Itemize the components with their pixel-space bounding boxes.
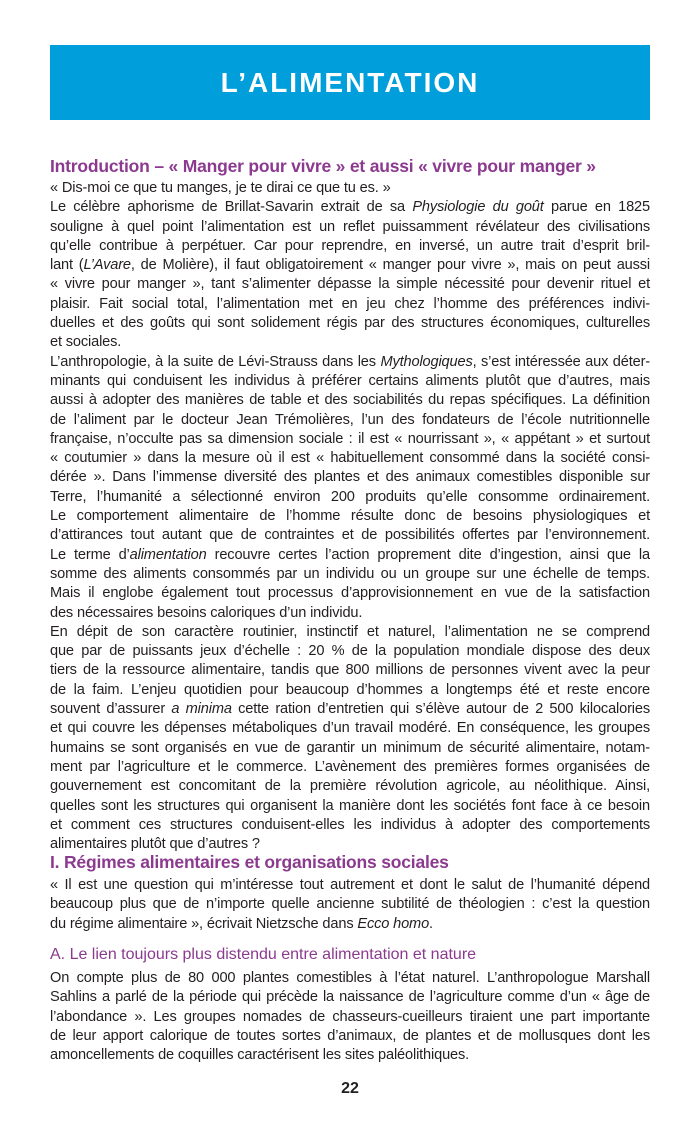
text-segment: qu’elle contribue à perpétuer. Car pour reprendre, en inversé, un autre trait d’esprit bril- bbox=[50, 237, 650, 254]
italic-title: a minima bbox=[171, 701, 232, 718]
text-segment: lant ( bbox=[50, 257, 84, 274]
text-segment: « Il est une question qui m’intéresse tout autrement et dont le salut de l’humanité dépend bbox=[50, 877, 650, 893]
text-line bbox=[50, 372, 650, 391]
text-segment: amoncellements de coquilles caractérisent les sites paléolithiques. bbox=[50, 1047, 470, 1064]
text-segment: « vivre pour manger », tant s’alimenter dépasse la simple nécessité pour devenir rituel et bbox=[50, 276, 650, 293]
text-segment: minants qui conduisent les individus à préférer certains aliments plutôt que d’autres, mais bbox=[50, 372, 650, 389]
text-segment: souvent d’assurer bbox=[50, 701, 172, 718]
text-line bbox=[50, 797, 650, 816]
text-segment: , de Molière), il faut obligatoirement « manger pour vivre », mais on peut aussi bbox=[130, 257, 651, 274]
text-segment: de la faim. L’enjeu quotidien pour beaucoup d’hommes a longtemps été et reste encore bbox=[50, 681, 650, 698]
text-line bbox=[50, 623, 650, 642]
text-line bbox=[50, 700, 650, 719]
text-line bbox=[50, 1027, 650, 1046]
text-segment: plaisir. Fait social total, l’alimentation met en jeu chez l’homme des préférences indivi- bbox=[50, 295, 650, 312]
text-segment: . bbox=[429, 915, 433, 932]
text-line bbox=[50, 565, 650, 584]
text-line bbox=[50, 1008, 650, 1027]
section-a-body bbox=[50, 969, 650, 1065]
text-line bbox=[50, 642, 650, 661]
italic-title: L’Avare bbox=[83, 257, 131, 274]
text-line bbox=[50, 507, 650, 526]
text-line bbox=[50, 333, 650, 352]
text-segment: l’abondance ». Les groupes nomades de chasseurs-cueilleurs tiraient une part importante bbox=[50, 1008, 650, 1025]
text-line bbox=[50, 526, 650, 545]
text-line bbox=[50, 915, 650, 934]
chapter-title-banner bbox=[50, 45, 650, 120]
text-segment: que par de puissants jeux d’échelle : 20 % de la population mondiale dispose des deux bbox=[50, 643, 650, 660]
text-line bbox=[50, 969, 650, 988]
section-1-heading: I. Régimes alimentaires et organisations sociales bbox=[50, 852, 449, 872]
text-line bbox=[50, 237, 650, 256]
text-segment: souligne à quel point l’alimentation est un reflet puissamment révélateur des civilisations bbox=[50, 218, 650, 235]
text-segment: duelles et des goûts qui sont solidement régis par des structures économiques, culturelles bbox=[50, 315, 650, 332]
text-line bbox=[50, 218, 650, 237]
text-line bbox=[50, 411, 650, 430]
text-segment: de l’aliment par le docteur Jean Trémolières, l’un des fondateurs de l’école nutritionnelle bbox=[50, 411, 650, 428]
text-segment: L’anthropologie, à la suite de Lévi-Strauss dans les bbox=[50, 353, 381, 370]
text-segment: quelles sont les structures qui organisent la manière dont les sociétés font face à ce besoin bbox=[50, 797, 650, 814]
section-a-heading: A. Le lien toujours plus distendu entre alimentation et nature bbox=[50, 946, 477, 963]
text-line bbox=[50, 179, 650, 198]
text-line bbox=[50, 777, 650, 796]
text-segment: cette ration d’entretien qui s’élève autour de 2 500 kilocalories bbox=[231, 701, 651, 718]
text-segment: , s’est intéressée aux déter- bbox=[472, 353, 651, 370]
text-segment: parue en 1825 bbox=[543, 199, 650, 216]
text-line bbox=[50, 391, 650, 410]
text-line bbox=[50, 681, 650, 700]
introduction-heading: Introduction – « Manger pour vivre » et aussi « vivre pour manger » bbox=[50, 156, 596, 176]
text-line bbox=[50, 719, 650, 738]
chapter-title: L’ALIMENTATION bbox=[220, 66, 480, 98]
text-segment: dérée ». Dans l’immense diversité des plantes et des animaux comestibles disponible sur bbox=[50, 469, 650, 486]
text-line bbox=[50, 1046, 650, 1065]
text-segment: et sociales. bbox=[50, 334, 122, 351]
text-segment: On compte plus de 80 000 plantes comestibles à l’état naturel. L’anthropologue Marshall bbox=[50, 970, 650, 986]
text-segment: tiers de la ressource alimentaire, tandis que 800 millions de personnes vivent avec la peur bbox=[50, 662, 650, 679]
text-segment: des nécessaires besoins caloriques d’un individu. bbox=[50, 604, 363, 621]
text-segment: En dépit de son caractère routinier, instinctif et naturel, l’alimentation ne se comprend bbox=[50, 623, 650, 640]
text-segment: alimentaires plutôt que d’autres ? bbox=[50, 836, 260, 853]
text-line bbox=[50, 895, 650, 914]
text-line bbox=[50, 430, 650, 449]
italic-title: Physiologie du goût bbox=[412, 199, 544, 216]
text-line bbox=[50, 546, 650, 565]
section-1-quote bbox=[50, 876, 650, 934]
text-line bbox=[50, 758, 650, 777]
italic-title: Ecco homo bbox=[357, 915, 430, 932]
text-line bbox=[50, 449, 650, 468]
text-segment: Le célèbre aphorisme de Brillat-Savarin extrait de sa bbox=[50, 199, 413, 216]
text-line bbox=[50, 198, 650, 217]
text-line bbox=[50, 661, 650, 680]
section-a bbox=[50, 946, 650, 1065]
introduction-body bbox=[50, 179, 650, 854]
text-segment: ment par l’agriculture et le commerce. L’avènement des premières formes organisées de bbox=[50, 758, 650, 775]
text-segment: d’attirances tout autant que de contraintes et de possibilités offertes par l’environnement. bbox=[50, 527, 650, 544]
text-segment: et comment ces structures conduisent-elles les individus à adopter des comportements bbox=[50, 816, 650, 833]
text-line bbox=[50, 816, 650, 835]
text-line bbox=[50, 353, 650, 372]
text-segment: Le comportement alimentaire de l’homme résulte donc de besoins physiologiques et bbox=[50, 508, 650, 525]
text-segment: Le terme d’ bbox=[50, 546, 130, 563]
text-line bbox=[50, 275, 650, 294]
text-segment: « coutumier » dans la mesure où il est « habituellement consommé dans la société consi- bbox=[50, 450, 650, 467]
text-line bbox=[50, 584, 650, 603]
text-segment: Mais il englobe également tout processus d’approvisionnement en vue de la satisfaction bbox=[50, 585, 650, 602]
text-segment: beaucoup plus que de n’importe quelle ancienne subtilité de théologien : c’est la question bbox=[50, 896, 650, 913]
text-line bbox=[50, 604, 650, 623]
italic-title: Mythologiques bbox=[380, 353, 473, 370]
page-number: 22 bbox=[341, 1080, 359, 1097]
text-segment: recouvre certes l’action proprement dite d’ingestion, ainsi que la bbox=[206, 546, 650, 563]
text-line bbox=[50, 468, 650, 487]
text-segment: humains se sont organisés en vue de garantir un minimum de sécurité alimentaire, notam- bbox=[50, 739, 650, 756]
text-line bbox=[50, 876, 650, 895]
text-segment: Sahlins a parlé de la période qui précède la naissance de l’agriculture comme d’un « âge de bbox=[50, 989, 650, 1006]
text-line bbox=[50, 488, 650, 507]
text-segment: française, n’occulte pas sa dimension sociale : il est « nourrissant », « appétant » et surtout bbox=[50, 430, 650, 447]
text-segment: Terre, l’humanité a sélectionné environ 200 produits qu’elle consomme ordinairement. bbox=[50, 488, 650, 505]
text-segment: de leur apport calorique de toutes sortes d’animaux, de plantes et de mollusques dont les bbox=[50, 1027, 650, 1044]
text-line bbox=[50, 988, 650, 1007]
section-1 bbox=[50, 852, 650, 934]
text-line bbox=[50, 739, 650, 758]
text-segment: « Dis-moi ce que tu manges, je te dirai ce que tu es. » bbox=[50, 180, 391, 196]
text-segment: et qui couvre les dépenses métaboliques d’un travail modéré. En conséquence, les groupes bbox=[50, 720, 650, 737]
text-segment: du régime alimentaire », écrivait Nietzsche dans bbox=[50, 915, 358, 932]
text-segment: aussi à adopter des manières de table et des sociabilités du repas spécifiques. La définition bbox=[50, 392, 650, 409]
text-line bbox=[50, 295, 650, 314]
text-line bbox=[50, 314, 650, 333]
introduction-section bbox=[50, 156, 650, 854]
text-segment: somme des aliments consommés par un individu ou un groupe sur une échelle de temps. bbox=[50, 565, 650, 582]
text-line bbox=[50, 256, 650, 275]
text-segment: gouvernement est concomitant de la première révolution agricole, au néolithique. Ainsi, bbox=[50, 778, 650, 795]
italic-title: alimentation bbox=[129, 546, 207, 563]
